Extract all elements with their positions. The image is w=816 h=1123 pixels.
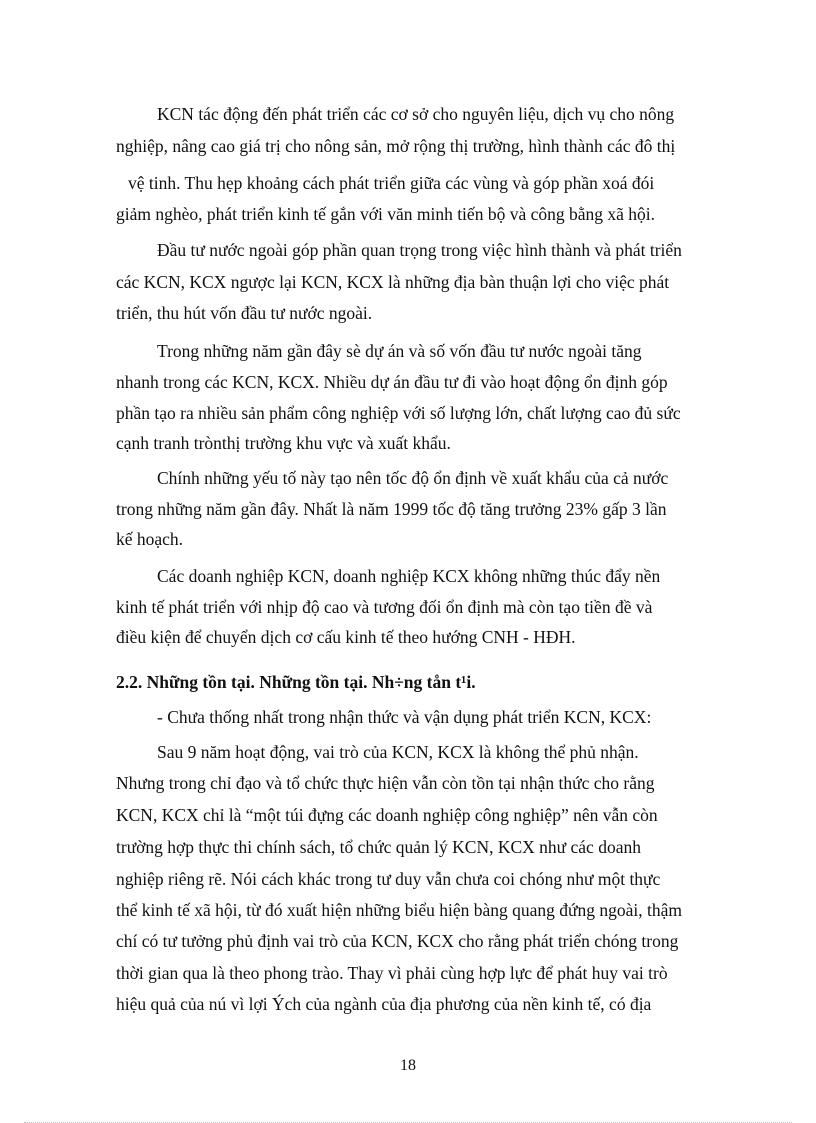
text-line: nhanh trong các KCN, KCX. Nhiều dự án đầu tư đi vào hoạt động ổn định góp [116,372,668,392]
text-line: hiệu quả của nú vì lợi Ých của ngành của địa phương của nền kinh tế, có địa [116,994,652,1014]
text-line: giảm nghèo, phát triển kinh tế gắn với văn minh tiến bộ và công bằng xã hội. [116,204,655,224]
text-line: - Chưa thống nhất trong nhận thức và vận dụng phát triển KCN, KCX: [157,707,652,727]
text-line: Trong những năm gần đây sè dự án và số vốn đầu tư nước ngoài tăng [157,341,642,361]
text-line: vệ tinh. Thu hẹp khoảng cách phát triển giữa các vùng và góp phần xoá đói [128,173,655,193]
text-line: trong những năm gần đây. Nhất là năm 1999 tốc độ tăng trưởng 23% gấp 3 lần [116,499,667,519]
text-line: KCN, KCX chỉ là “một túi đựng các doanh nghiệp công nghiệp” nên vẫn còn [116,805,658,825]
text-line: Các doanh nghiệp KCN, doanh nghiệp KCX không những thúc đẩy nền [157,566,661,586]
text-line: chí có tư tưởng phủ định vai trò của KCN, KCX cho rằng phát triển chóng trong [116,931,679,951]
text-line: triển, thu hút vốn đầu tư nước ngoài. [116,303,373,323]
text-line: KCN tác động đến phát triển các cơ sở cho nguyên liệu, dịch vụ cho nông [157,104,675,124]
text-line: điều kiện để chuyển dịch cơ cấu kinh tế theo hướng CNH - HĐH. [116,627,576,647]
text-line: cạnh tranh trònthị trường khu vực và xuất khẩu. [116,433,451,453]
text-line: các KCN, KCX ngược lại KCN, KCX là những địa bàn thuận lợi cho việc phát [116,272,670,292]
text-line: phần tạo ra nhiều sản phẩm công nghiệp với số lượng lớn, chất lượng cao đủ sức [116,403,681,423]
section-heading: 2.2. Những tồn tại. Những tồn tại. Nh÷ng tån t¹i. [116,672,476,692]
text-line: Đầu tư nước ngoài góp phần quan trọng trong việc hình thành và phát triển [157,240,682,260]
text-line: Nhưng trong chỉ đạo và tổ chức thực hiện vẫn còn tồn tại nhận thức cho rằng [116,773,655,793]
text-line: thể kinh tế xã hội, từ đó xuất hiện những biểu hiện bàng quang đứng ngoài, thậm [116,900,682,920]
text-line: Sau 9 năm hoạt động, vai trò của KCN, KCX là không thể phủ nhận. [157,742,639,762]
text-line: Chính những yếu tố này tạo nên tốc độ ổn định về xuất khẩu của cả nước [157,468,669,488]
text-line: thời gian qua là theo phong trào. Thay vì phải cùng hợp lực để phát huy vai trò [116,963,668,983]
text-line: kế hoạch. [116,529,184,549]
text-line: trường hợp thực thi chính sách, tổ chức quản lý KCN, KCX như các doanh [116,837,641,857]
text-line: kinh tế phát triển với nhịp độ cao và tương đối ổn định mà còn tạo tiền đề và [116,597,653,617]
text-line: nghiệp riêng rẽ. Nói cách khác trong tư duy vẫn chưa coi chóng như một thực [116,869,661,889]
text-line: nghiệp, nâng cao giá trị cho nông sản, mở rộng thị trường, hình thành các đô thị [116,136,676,156]
page-number: 18 [400,1057,416,1074]
